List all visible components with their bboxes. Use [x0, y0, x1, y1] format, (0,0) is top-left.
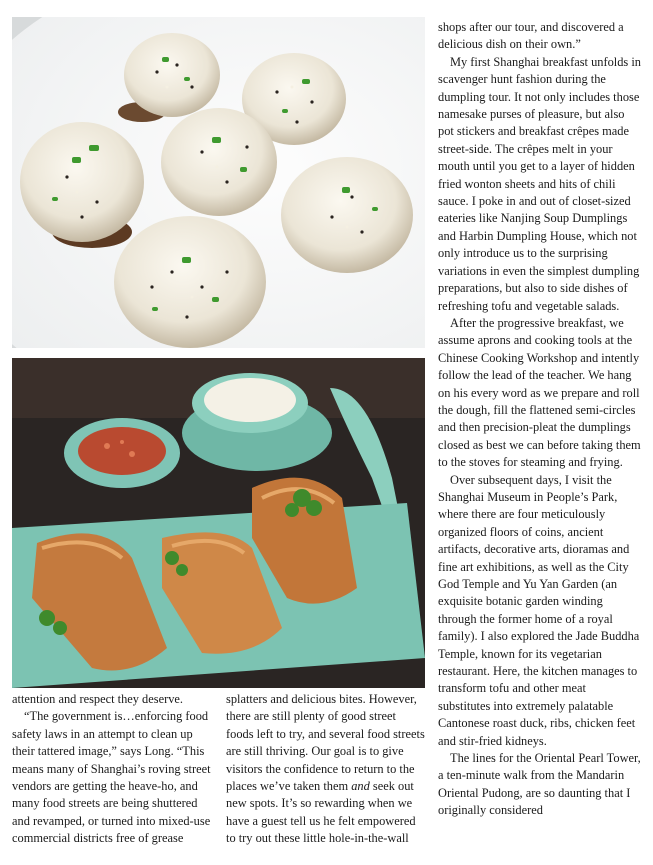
- article-paragraph: The lines for the Oriental Pearl Tower, a ten-minute walk from the Mandarin Oriental Pudong, are so daunting that I originally considered: [438, 751, 641, 818]
- article-middle-column: [226, 691, 426, 848]
- article-paragraph: My first Shanghai breakfast unfolds in scavenger hunt fashion during the dumpling tour. It not only includes those namesake purses of pleasure, but also pot stickers and breakfast crêpes made street-side. The crêpes melt in your mouth until you get to a layer of hidden fried wonton sheets and hits of chili sauce. I poke in and out of closet-sized eateries like Nanjing Soup Dumplings and Harbin Dumpling House, which not only introduce us to the surprising variations in even the simplest dumpling preparations, but also to side dishes of refreshing tofu and vegetable salads.: [438, 54, 641, 313]
- article-paragraph: Over subsequent days, I visit the Shanghai Museum in People’s Park, where there are four meticulously organized floors of coins, ancient artifacts, decorative arts, dioramas and fine art exhibitions, as well as the City God Temple and Yu Yan Garden (an exquisite botanic garden winding through the former home of a royal family). I also explored the Jade Buddha Temple, known for its vegetarian restaurant. Here, the kitchen manages to transform tofu and other meat substitutes into extremely palatable Cantonese roast duck, ribs, chicken feet and stir-fried kidneys.: [438, 472, 640, 748]
- dumplings-photo: [12, 17, 425, 348]
- emphasized-word: and: [351, 779, 370, 794]
- crepe-rolls-illustration: [12, 358, 425, 688]
- article-paragraph: “The government is…enforcing food safety laws in an attempt to clean up their tattered image,” says Long. “This means many of Shanghai’s roving street vendors are getting the heave-ho, and many food streets are being shuttered and revamped, or turned into mixed-use commercial districts free of grease: [12, 709, 211, 846]
- article-paragraph: attention and respect they deserve.: [12, 692, 183, 706]
- paragraph-text-end: seek out new spots. It’s so rewarding when we have a guest tell us he felt empowered to try out these little hole-in-the-wall: [226, 779, 416, 846]
- paragraph-text-start: splatters and delicious bites. However, there are still plenty of good street foods left to try, and several food streets are still thriving. Our goal is to give visitors the confidence to return to the places we’ve taken them: [226, 692, 425, 794]
- article-left-column: [12, 691, 213, 848]
- article-paragraph: [226, 691, 426, 848]
- article-right-column: [438, 19, 641, 820]
- article-paragraph: shops after our tour, and discovered a delicious dish on their own.”: [438, 20, 624, 52]
- crepe-rolls-photo: [12, 358, 425, 688]
- article-paragraph: After the progressive breakfast, we assume aprons and cooking tools at the Chinese Cooking Workshop and intently follow the lead of the teacher. We hang on his every word as we prepare and roll the dough, fill the flattened semi-circles and then precision-pleat the dumplings closed as best we can before taking them to the stoves for steaming and frying.: [438, 315, 641, 470]
- dumplings-illustration: [12, 17, 425, 348]
